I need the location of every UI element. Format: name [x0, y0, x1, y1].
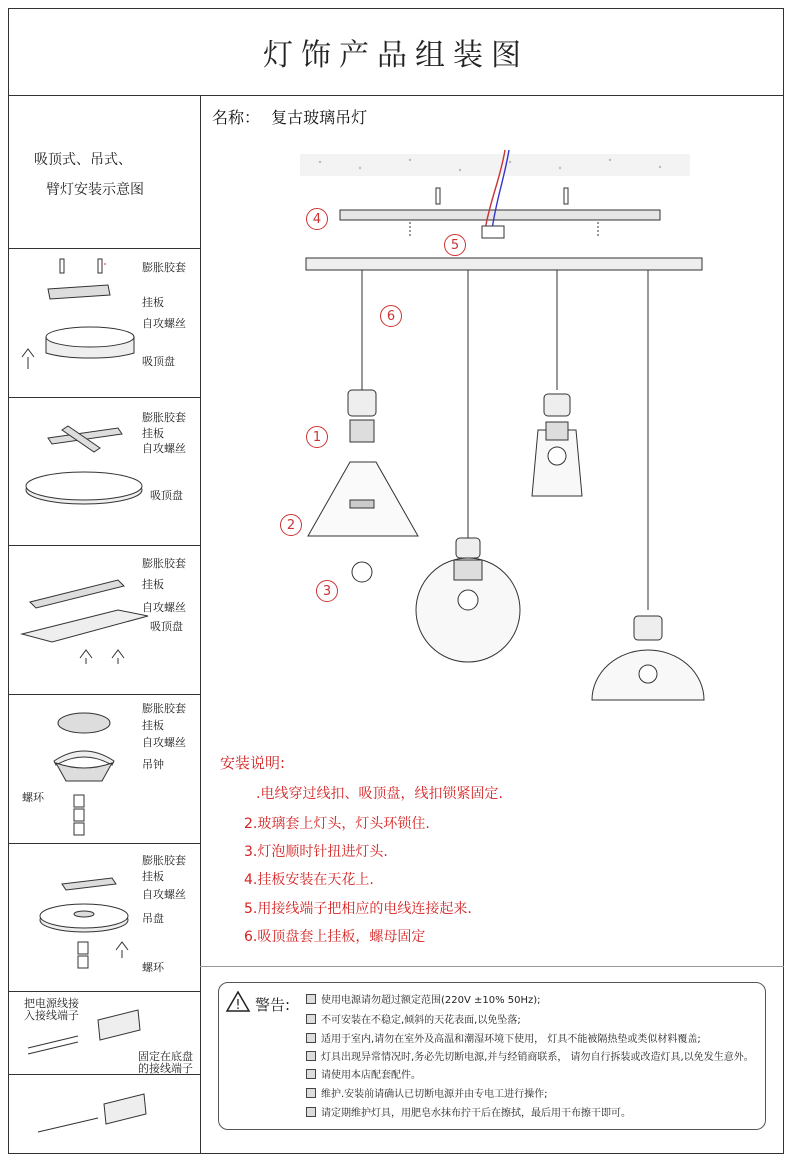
product-name-value: 复古玻璃吊灯 — [271, 108, 368, 127]
warning-item — [306, 1104, 631, 1119]
label-screw: 自攻螺丝 — [142, 736, 186, 749]
instruction-2: 2.玻璃套上灯头，灯头环锁住. — [244, 816, 430, 832]
label-screw: 自攻螺丝 — [142, 601, 186, 614]
label-mounting-plate: 挂板 — [142, 870, 164, 883]
label-mounting-plate: 挂板 — [142, 296, 164, 309]
label-mounting-plate: 挂板 — [142, 427, 164, 440]
label-screw: 自攻螺丝 — [142, 442, 186, 455]
label-canopy: 吸顶盘 — [150, 620, 183, 633]
warning-item — [306, 1085, 548, 1100]
label-hanging-canopy: 吊盘 — [142, 912, 164, 925]
callout-6: 6 — [380, 305, 402, 327]
bullet-square-icon — [306, 1014, 316, 1024]
warning-text: 使用电源请勿超过额定范围(220V ±10% 50Hz); — [321, 995, 541, 1006]
mounting-plate-icon — [48, 285, 110, 299]
page-title: 灯饰产品组装图 — [8, 8, 784, 96]
ceiling-surface — [300, 154, 690, 176]
expansion-plug-icon — [436, 188, 440, 204]
lamp-holder-icon — [634, 616, 662, 640]
label-terminal-line1: 把电源线接 — [24, 997, 79, 1010]
lamp-holder-icon — [348, 390, 376, 416]
pendant-diagram — [200, 140, 784, 680]
callout-1: 1 — [306, 426, 328, 448]
chain-link-icon — [74, 795, 84, 807]
terminal-block — [482, 226, 504, 238]
bullet-square-icon — [306, 994, 316, 1004]
warning-text: 不可安装在不稳定,倾斜的天花表面,以免坠落; — [321, 1015, 521, 1026]
panel4-illustration — [8, 695, 200, 844]
label-screw-ring: 螺环 — [142, 961, 164, 974]
expansion-plug-icon — [60, 259, 64, 273]
warning-triangle-icon — [226, 990, 250, 1012]
bulb-icon — [548, 447, 566, 465]
round-plate-icon — [58, 713, 110, 733]
bulb-icon — [352, 562, 372, 582]
label-canopy: 吸顶盘 — [142, 355, 175, 368]
warning-text: 适用于室内,请勿在室外及高温和潮湿环境下使用， 灯具不能被隔热垫或类似材料覆盖; — [321, 1034, 701, 1045]
warning-item — [306, 991, 541, 1006]
label-mounting-plate: 挂板 — [142, 578, 164, 591]
left-title-line2: 臂灯安装示意图 — [46, 182, 144, 198]
label-mounting-plate: 挂板 — [142, 719, 164, 732]
label-screw-ring: 螺环 — [22, 791, 44, 804]
instruction-6: 6.吸顶盘套上挂板，螺母固定 — [244, 929, 426, 945]
callout-4: 4 — [306, 208, 328, 230]
label-screw: 自攻螺丝 — [142, 317, 186, 330]
label-expansion-plug: 膨胀胶套 — [142, 854, 186, 867]
product-name-label: 名称： — [212, 108, 261, 127]
bullet-square-icon — [306, 1033, 316, 1043]
label-canopy: 吸顶盘 — [150, 489, 183, 502]
callout-3: 3 — [316, 580, 338, 602]
bullet-square-icon — [306, 1051, 316, 1061]
warning-label: 警告: — [255, 996, 291, 1014]
warning-text: 请定期维护灯具，用肥皂水抹布拧干后在擦拭，最后用干布擦干即可。 — [321, 1108, 631, 1119]
callout-2: 2 — [280, 514, 302, 536]
label-expansion-plug: 膨胀胶套 — [142, 261, 186, 274]
terminal-block-icon — [104, 1094, 146, 1124]
instruction-5: 5.用接线端子把相应的电线连接起来. — [244, 901, 472, 917]
instruction-4: 4.挂板安装在天花上. — [244, 872, 374, 888]
warning-text: 灯具出现异常情况时,务必先切断电源,并与经销商联系， 请勿自行拆装或改造灯具,以免发生意外。 — [321, 1052, 754, 1063]
svg-text:!: ! — [235, 998, 241, 1013]
chain-link-icon — [78, 942, 88, 954]
canopy-bar — [306, 258, 702, 270]
rect-canopy-icon — [22, 610, 148, 642]
bulb-icon — [458, 590, 478, 610]
bullet-square-icon — [306, 1107, 316, 1117]
bullet-square-icon — [306, 1069, 316, 1079]
warning-item — [306, 1011, 521, 1026]
mounting-plate — [340, 210, 660, 220]
instruction-3: 3.灯泡顺时针扭进灯头. — [244, 844, 388, 860]
label-expansion-plug: 膨胀胶套 — [142, 411, 186, 424]
label-hook: 吊钟 — [142, 758, 164, 771]
label-fixed-line2: 的接线端子 — [138, 1062, 193, 1075]
bullet-square-icon — [306, 1088, 316, 1098]
hook-canopy-icon — [54, 751, 114, 765]
label-expansion-plug: 膨胀胶套 — [142, 557, 186, 570]
lamp-holder-icon — [456, 538, 480, 558]
bar-plate-icon — [30, 580, 124, 608]
warning-text: 请使用本店配套配件。 — [321, 1070, 421, 1081]
expansion-plug-icon — [98, 259, 102, 273]
left-title-line1: 吸顶式、吊式、 — [34, 152, 132, 168]
warning-item — [306, 1066, 421, 1081]
instructions-title: 安装说明: — [220, 754, 286, 772]
callout-5: 5 — [444, 234, 466, 256]
cone-shade-icon — [308, 462, 418, 536]
product-name — [212, 105, 367, 128]
warning-item — [306, 1048, 754, 1063]
bar-plate-icon — [62, 878, 116, 890]
label-screw: 自攻螺丝 — [142, 888, 186, 901]
warning-text: 维护.安装前请确认已切断电源并由专电工进行操作; — [321, 1089, 548, 1100]
label-expansion-plug: 膨胀胶套 — [142, 702, 186, 715]
left-section-title — [20, 145, 144, 205]
expansion-plug-icon — [564, 188, 568, 204]
instruction-1: .电线穿过线扣、吸顶盘，线扣锁紧固定. — [256, 786, 503, 802]
terminal-block-icon — [98, 1010, 140, 1040]
bulb-icon — [639, 665, 657, 683]
section-divider — [200, 966, 784, 967]
label-fixed-line1: 固定在底盘 — [138, 1050, 193, 1063]
lamp-holder-icon — [544, 394, 570, 416]
warning-item — [306, 1030, 701, 1045]
label-terminal-line2: 入接线端子 — [24, 1009, 79, 1022]
